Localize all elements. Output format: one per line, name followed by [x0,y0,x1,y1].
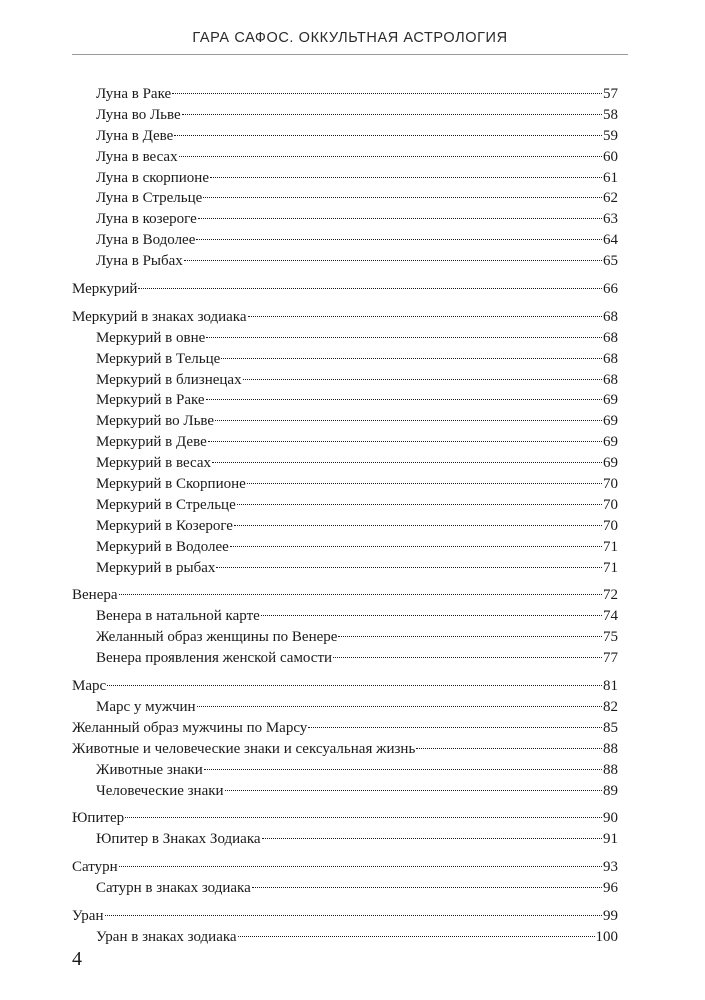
dot-leader [215,420,602,421]
toc-entry-page: 72 [603,587,618,604]
dot-leader [234,525,602,526]
dot-leader [206,399,602,400]
toc-entry-page: 70 [603,476,618,493]
toc-entry-page: 68 [603,371,618,388]
toc-entry-title: Венера в натальной карте [96,608,260,625]
toc-entry[interactable] [72,676,618,697]
toc-entry-title: Сатурн [72,859,118,876]
dot-leader [184,260,602,261]
toc-entry-title: Меркурий в Деве [96,434,207,451]
toc-entry[interactable] [72,627,618,648]
toc-entry[interactable] [72,585,618,606]
toc-entry-title: Меркурий в Водолее [96,538,229,555]
toc-entry[interactable] [72,781,618,802]
toc-entry-page: 85 [603,719,618,736]
toc-entry-title: Меркурий в Стрельце [96,496,236,513]
header-rule [72,54,628,55]
toc-entry-title: Юпитер в Знаках Зодиака [96,831,261,848]
toc-entry-title: Животные знаки [96,761,203,778]
toc-entry-title: Желанный образ женщины по Венере [96,629,338,646]
toc-entry[interactable] [72,328,618,349]
toc-group [72,857,618,899]
toc-entry-page: 71 [603,559,618,576]
toc-entry[interactable] [72,105,618,126]
dot-leader [416,748,602,749]
toc-entry-title: Меркурий в овне [96,329,206,346]
toc-entry-page: 74 [603,608,618,625]
dot-leader [210,177,602,178]
toc-entry-title: Луна во Льве [96,106,181,123]
toc-entry-title: Желанный образ мужчины по Марсу [72,719,308,736]
toc-entry-title: Сатурн в знаках зодиака [96,880,251,897]
toc-entry-page: 77 [603,650,618,667]
toc-entry-page: 63 [603,211,618,228]
toc-entry[interactable] [72,411,618,432]
toc-entry-page: 93 [603,859,618,876]
toc-entry-title: Луна в козероге [96,211,197,228]
toc-entry[interactable] [72,906,618,927]
running-header: ГАРА САФОС. ОККУЛЬТНАЯ АСТРОЛОГИЯ [192,30,508,46]
dot-leader [333,657,602,658]
dot-leader [119,866,602,867]
toc-entry-page: 88 [603,761,618,778]
toc-entry-title: Луна в Водолее [96,232,196,249]
dot-leader [182,114,602,115]
dot-leader [308,727,602,728]
toc-group [72,279,618,300]
toc-entry-page: 58 [603,106,618,123]
toc-entry[interactable] [72,147,618,168]
toc-entry-title: Меркурий в знаках зодиака [72,308,247,325]
toc-entry[interactable] [72,558,618,579]
dot-leader [204,769,602,770]
toc-entry-title: Меркурий в Тельце [96,350,221,367]
toc-entry-title: Луна в Деве [96,127,174,144]
toc-group [72,585,618,669]
toc-entry-title: Меркурий в Раке [96,392,205,409]
toc-entry-title: Венера проявления женской самости [96,650,333,667]
toc-entry-title: Меркурий в весах [96,455,212,472]
dot-leader [230,546,602,547]
toc-entry[interactable] [72,537,618,558]
toc-entry-title: Луна в скорпионе [96,169,209,186]
dot-leader [179,156,602,157]
toc-entry-page: 59 [603,127,618,144]
toc-entry-page: 64 [603,232,618,249]
toc-entry-title: Меркурий в Скорпионе [96,476,246,493]
toc-entry[interactable] [72,390,618,411]
dot-leader [238,936,595,937]
toc-entry-page: 89 [603,782,618,799]
toc-entry-page: 70 [603,517,618,534]
toc-entry-page: 65 [603,253,618,270]
toc-entry[interactable] [72,432,618,453]
dot-leader [174,135,602,136]
toc-entry[interactable] [72,697,618,718]
toc-group [72,307,618,579]
dot-leader [197,706,602,707]
toc-group [72,84,618,272]
toc-entry-page: 61 [603,169,618,186]
toc-entry-page: 96 [603,880,618,897]
toc-entry[interactable] [72,516,618,537]
dot-leader [196,239,602,240]
toc-entry[interactable] [72,829,618,850]
table-of-contents [72,84,618,955]
toc-entry-title: Меркурий в близнецах [96,371,242,388]
toc-entry[interactable] [72,878,618,899]
dot-leader [252,887,602,888]
dot-leader [107,685,602,686]
dot-leader [105,915,603,916]
toc-entry[interactable] [72,760,618,781]
toc-entry-title: Венера [72,587,118,604]
toc-entry-title: Животные и человеческие знаки и сексуальная жизнь [72,740,416,757]
toc-entry-page: 100 [595,928,618,945]
toc-entry-page: 66 [603,281,618,298]
toc-entry-page: 69 [603,392,618,409]
toc-entry-page: 69 [603,434,618,451]
dot-leader [212,462,602,463]
toc-entry-page: 68 [603,350,618,367]
toc-entry-page: 62 [603,190,618,207]
dot-leader [206,337,602,338]
toc-entry-title: Человеческие знаки [96,782,224,799]
toc-group [72,676,618,801]
toc-entry-page: 90 [603,810,618,827]
toc-entry-page: 82 [603,698,618,715]
toc-entry[interactable] [72,168,618,189]
toc-entry-page: 99 [603,907,618,924]
toc-entry[interactable] [72,808,618,829]
toc-entry-page: 69 [603,413,618,430]
page-number: 4 [72,948,82,970]
dot-leader [262,838,602,839]
dot-leader [338,636,602,637]
toc-entry-page: 70 [603,496,618,513]
toc-entry[interactable] [72,370,618,391]
toc-entry[interactable] [72,84,618,105]
dot-leader [237,504,602,505]
toc-entry[interactable] [72,307,618,328]
toc-entry[interactable] [72,495,618,516]
dot-leader [198,218,602,219]
toc-entry-title: Луна в Раке [96,86,172,102]
toc-entry[interactable] [72,927,618,948]
toc-entry-title: Меркурий [72,281,138,298]
toc-entry-title: Луна в весах [96,148,178,165]
toc-entry-title: Уран [72,907,104,924]
toc-entry-title: Меркурий во Льве [96,413,215,430]
dot-leader [243,379,602,380]
toc-entry-page: 75 [603,629,618,646]
toc-entry-page: 68 [603,329,618,346]
dot-leader [216,567,602,568]
dot-leader [261,615,602,616]
dot-leader [221,358,602,359]
dot-leader [119,594,602,595]
toc-entry[interactable] [72,606,618,627]
toc-entry-page: 71 [603,538,618,555]
dot-leader [248,316,602,317]
dot-leader [172,93,602,94]
toc-entry[interactable] [72,126,618,147]
dot-leader [208,441,602,442]
toc-entry-page: 81 [603,678,618,695]
toc-entry-title: Юпитер [72,810,125,827]
dot-leader [225,790,602,791]
toc-entry[interactable] [72,453,618,474]
toc-entry[interactable] [72,188,618,209]
toc-entry-title: Меркурий в Козероге [96,517,233,534]
toc-entry-page: 57 [603,86,618,102]
toc-entry-page: 88 [603,740,618,757]
toc-entry-page: 91 [603,831,618,848]
toc-entry-page: 69 [603,455,618,472]
toc-entry[interactable] [72,230,618,251]
toc-entry[interactable] [72,474,618,495]
toc-entry[interactable] [72,739,618,760]
toc-entry-title: Уран в знаках зодиака [96,928,237,945]
dot-leader [138,288,602,289]
toc-entry[interactable] [72,648,618,669]
toc-entry[interactable] [72,718,618,739]
dot-leader [125,817,602,818]
toc-entry[interactable] [72,349,618,370]
dot-leader [203,197,602,198]
toc-entry-title: Марс [72,678,107,695]
toc-entry-title: Луна в Стрельце [96,190,203,207]
toc-entry[interactable] [72,209,618,230]
toc-entry[interactable] [72,279,618,300]
toc-entry-title: Марс у мужчин [96,698,196,715]
toc-entry[interactable] [72,857,618,878]
toc-entry-title: Луна в Рыбах [96,253,183,270]
dot-leader [247,483,602,484]
toc-entry-page: 68 [603,308,618,325]
toc-entry[interactable] [72,251,618,272]
toc-entry-page: 60 [603,148,618,165]
toc-group [72,906,618,948]
toc-group [72,808,618,850]
toc-entry-title: Меркурий в рыбах [96,559,216,576]
